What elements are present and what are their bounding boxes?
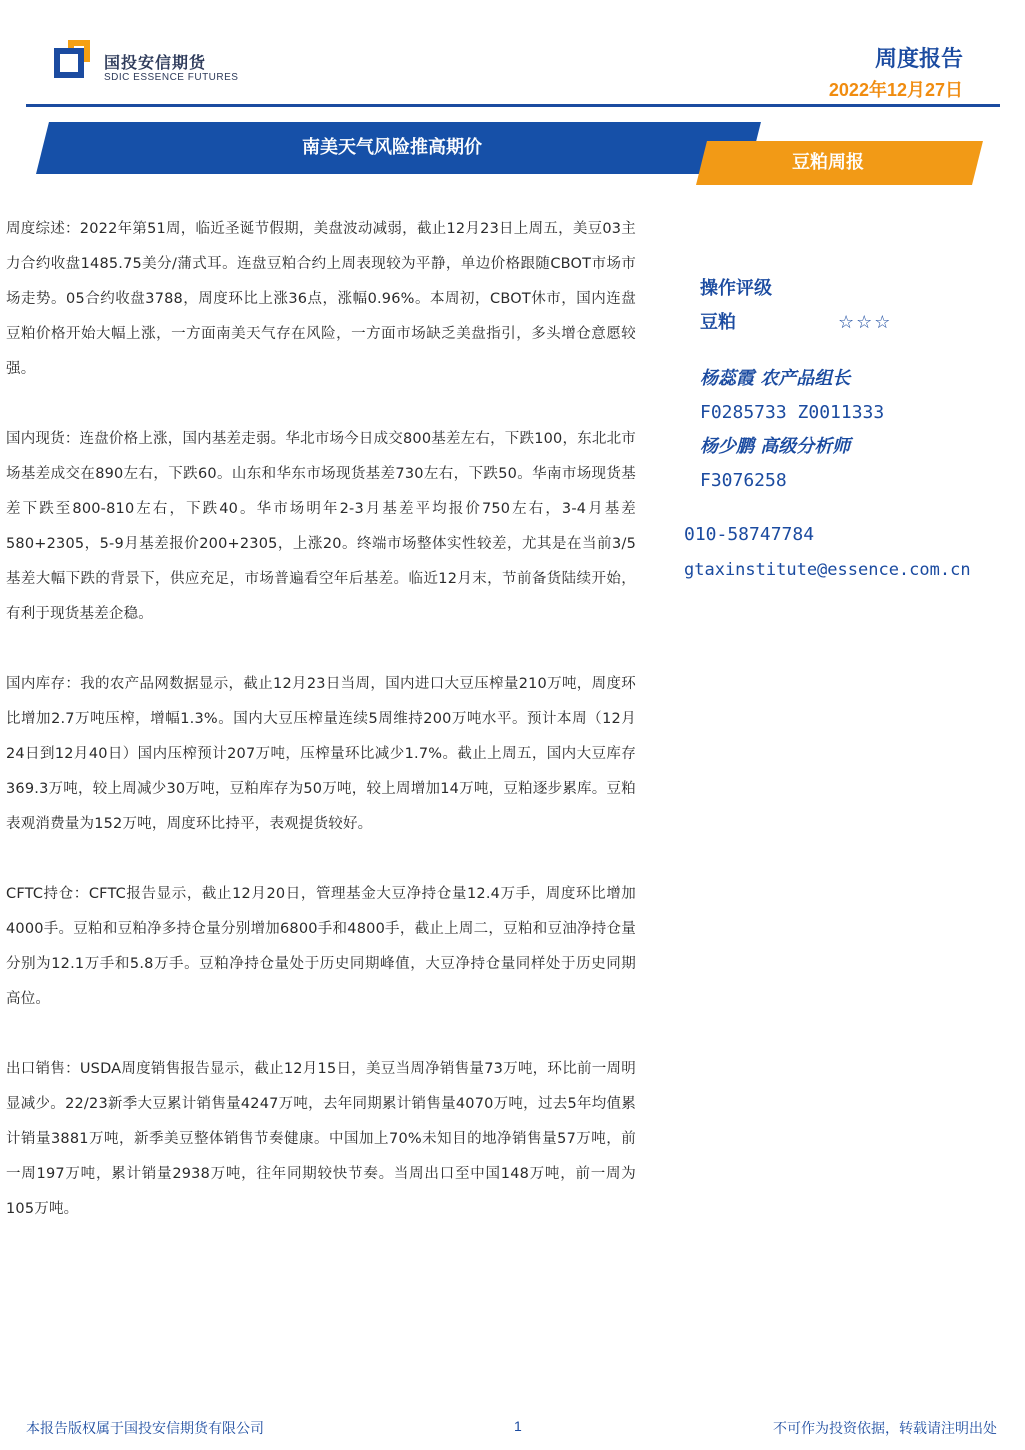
footer-disclaimer: 不可作为投资依据，转载请注明出处 (773, 1421, 997, 1437)
sidebar (700, 272, 1020, 498)
analyst-2-cert: F3076258 (700, 470, 787, 491)
rating-product: 豆粕 (700, 312, 736, 333)
paragraph-domestic-spot: 国内现货：连盘价格上涨，国内基差走弱。华北市场今日成交800基差左右，下跌100，东北北市场基差成交在890左右，下跌60。山东和华东市场现货基差730左右，下跌50。华南市场现货基差下跌至800-810左右，下跌40。华市场明年2-3月基差平均报价750左右，3-4月基差580+2305，5-9月基差报价200+2305，上涨20。终端市场整体实性较差，尤其是在当前3/5基差大幅下跌的背景下，供应充足，市场普遍看空年后基差。临近12月末，节前备货陆续开始，有利于现货基差企稳。 (6, 431, 636, 622)
report-body (6, 212, 636, 1262)
analyst-1-name: 杨蕊霞 农产品组长 (700, 368, 851, 389)
company-logo (54, 40, 98, 84)
rating-row (700, 306, 1020, 340)
analyst-2-name: 杨少鹏 高级分析师 (700, 436, 851, 457)
rating-title: 操作评级 (700, 278, 772, 299)
report-category: 豆粕周报 (792, 152, 864, 173)
paragraph-export-sales: 出口销售：USDA周度销售报告显示，截止12月15日，美豆当周净销售量73万吨，环比前一周明显减少。22/23新季大豆累计销售量4247万吨，去年同期累计销售量4070万吨，过去5年均值累计销量3881万吨，新季美豆整体销售节奏健康。中国加上70%未知目的地净销售量57万吨，前一周197万吨，累计销量2938万吨，往年同期较快节奏。当周出口至中国148万吨，前一周为105万吨。 (6, 1061, 636, 1217)
contact-email[interactable]: gtaxinstitute@essence.com.cn (684, 560, 971, 580)
paragraph-domestic-inventory: 国内库存：我的农产品网数据显示，截止12月23日当周，国内进口大豆压榨量210万吨，周度环比增加2.7万吨压榨，增幅1.3%。国内大豆压榨量连续5周维持200万吨水平。预计本周（12月24日到12月40日）国内压榨预计207万吨，压榨量环比减少1.7%。截止上周五，国内大豆库存369.3万吨，较上周减少30万吨，豆粕库存为50万吨，较上周增加14万吨，豆粕逐步累库。豆粕表观消费量为152万吨，周度环比持平，表观提货较好。 (6, 676, 636, 832)
analyst-1-cert: F0285733 Z0011333 (700, 402, 885, 423)
brand-name-en: SDIC ESSENCE FUTURES (104, 72, 239, 83)
page-number: 1 (514, 1418, 522, 1434)
paragraph-cftc-positions: CFTC持仓：CFTC报告显示，截止12月20日，管理基金大豆净持仓量12.4万手，周度环比增加4000手。豆粕和豆粕净多持仓量分别增加6800手和4800手，截止上周二，豆粕和豆油净持仓量分别为12.1万手和5.8万手。豆粕净持仓量处于历史同期峰值，大豆净持仓量同样处于历史同期高位。 (6, 886, 636, 1007)
rating-stars: ☆☆☆ (838, 312, 893, 333)
header-divider (26, 104, 1000, 107)
brand-name-cn: 国投安信期货 (104, 53, 207, 72)
footer-copyright: 本报告版权属于国投安信期货有限公司 (26, 1421, 264, 1437)
report-date: 2022年12月27日 (828, 80, 963, 100)
report-type: 周度报告 (874, 47, 963, 72)
report-title: 南美天气风险推高期价 (302, 137, 482, 158)
contact-phone: 010-58747784 (684, 524, 815, 545)
paragraph-weekly-summary: 周度综述：2022年第51周，临近圣诞节假期，美盘波动减弱，截止12月23日上周五，美豆03主力合约收盘1485.75美分/蒲式耳。连盘豆粕合约上周表现较为平静，单边价格跟随CBOT市场市场走势。05合约收盘3788，周度环比上涨36点，涨幅0.96%。本周初，CBOT休市，国内连盘豆粕价格开始大幅上涨，一方面南美天气存在风险，一方面市场缺乏美盘指引，多头增仓意愿较强。 (6, 221, 636, 377)
